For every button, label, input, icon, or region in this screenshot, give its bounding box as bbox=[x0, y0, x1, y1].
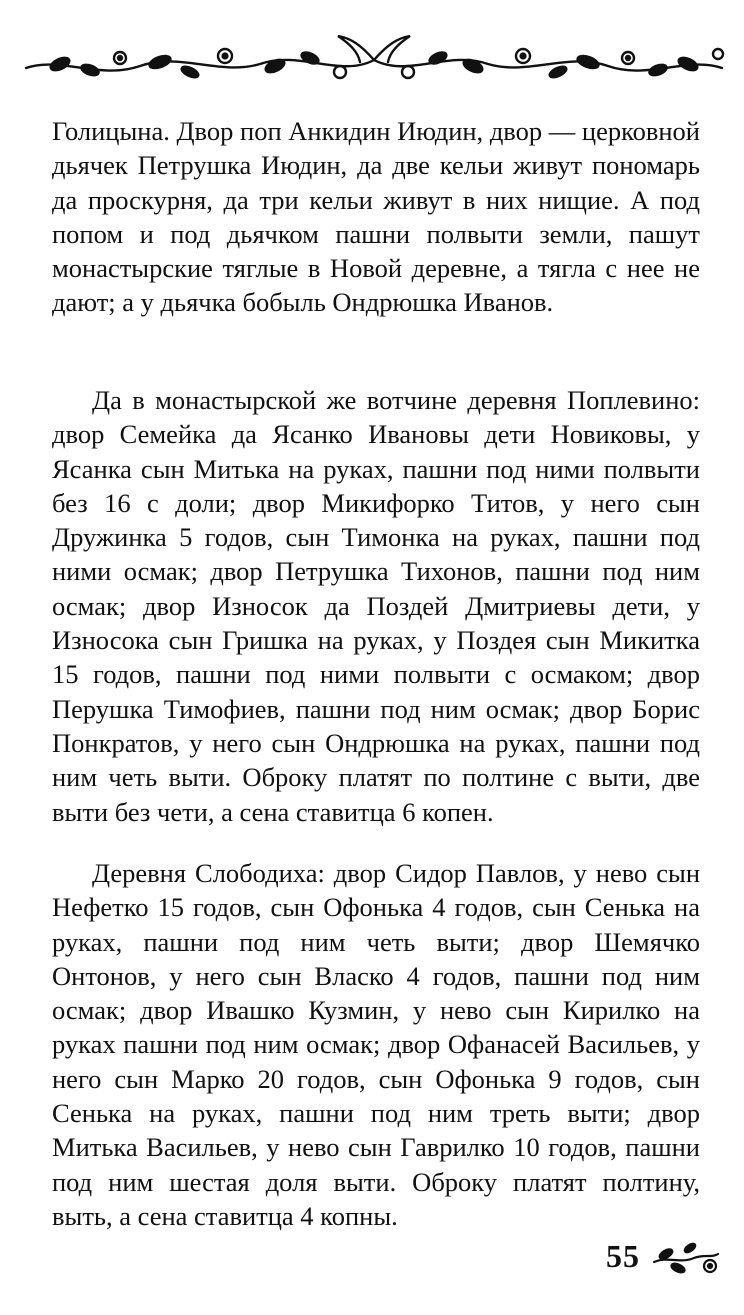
text-paragraph-1 bbox=[52, 114, 700, 320]
page-footer bbox=[606, 1234, 722, 1278]
text-paragraph-3 bbox=[52, 856, 700, 1233]
header-floral-ornament bbox=[20, 30, 728, 88]
page-number: 55 bbox=[606, 1237, 640, 1274]
paragraph-text: Да в монастырской же вотчине деревня Поплевино: двор Семейка да Ясанко Ивановы дети Новиковы, у Ясанка сын Митька на руках, пашни под ними полвыти без 16 с доли; двор Микифорко Титов, у него сын Дружинка 5 годов, сын Тимонка на руках, пашни под ними осмак; двор Петрушка Тихонов, пашни под ним осмак; двор Износок да Поздей Дмитриевы дети, у Износока сын Гришка на руках, у Поздея сын Микитка 15 годов, пашни под ними полвыти с осмаком; двор Перушка Тимофиев, пашни под ним осмак; двор Борис Понкратов, у него сын Ондрюшка на руках, пашни под ним четь выти. Оброку платят по полтине с выти, две выти без чети, а сена ставитца 6 копен. bbox=[52, 385, 700, 827]
paragraph-text: Голицына. Двор поп Анкидин Июдин, двор — церковной дьячек Петрушка Июдин, да две кельи живут пономарь да проскурня, да три кельи живут в них нищие. А под попом и под дьячком пашни полвыти земли, пашут монастырские тяглые в Новой деревне, а тягла с нее не дают; а у дьячка бобыль Ондрюшка Иванов. bbox=[52, 116, 700, 318]
text-paragraph-2 bbox=[52, 383, 700, 829]
footer-floral-ornament bbox=[650, 1234, 722, 1278]
paragraph-text: Деревня Слободиха: двор Сидор Павлов, у нево сын Нефетко 15 годов, сын Офонька 4 годов, сын Сенька на руках, пашни под ним четь выти; двор Шемячко Онтонов, у него сын Власко 4 годов, пашни под ним осмак; двор Ивашко Кузмин, у нево сын Кирилко на руках пашни под ним осмак; двор Офанасей Васильев, у него сын Марко 20 годов, сын Офонька 9 годов, сын Сенька на руках, пашни под ним треть выти; двор Митька Васильев, у нево сын Гаврилко 10 годов, пашни под ним шестая доля выти. Оброку платят полтину, выть, а сена ставитца 4 копны. bbox=[52, 858, 700, 1231]
